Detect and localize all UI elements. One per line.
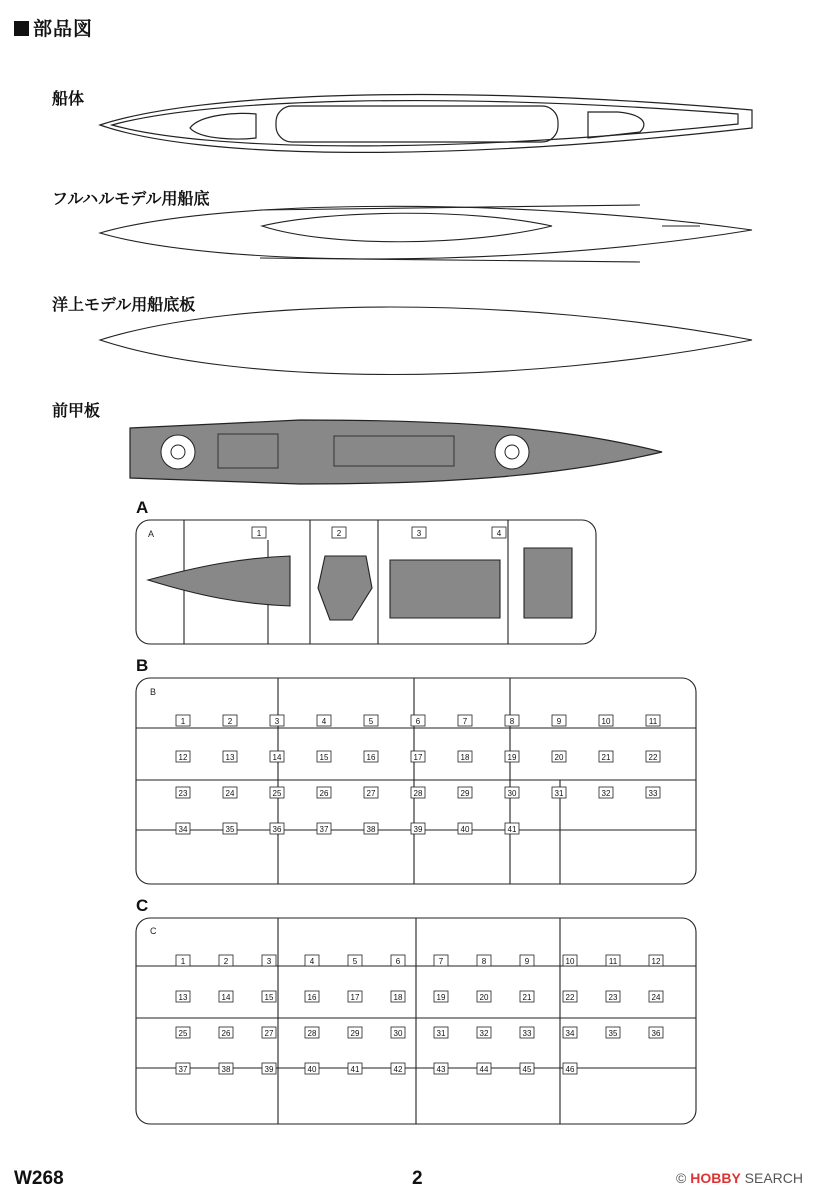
part-number: 38: [221, 1065, 231, 1074]
part-number: 2: [223, 957, 229, 966]
part-number: 19: [507, 753, 517, 762]
sprue-a-letter: A: [136, 498, 149, 517]
part-number: 14: [221, 993, 231, 1002]
page-number: 2: [412, 1168, 423, 1189]
sprue-c-frame-tag: C: [150, 926, 157, 936]
part-number: 3: [416, 529, 422, 538]
model-code: W268: [14, 1168, 64, 1189]
part-number: 4: [496, 529, 502, 538]
part-number: 24: [225, 789, 235, 798]
part-number: 6: [395, 957, 401, 966]
part-number: 26: [319, 789, 329, 798]
part-number: 17: [350, 993, 360, 1002]
label-foredeck: 前甲板: [52, 401, 101, 420]
part-number: 42: [393, 1065, 403, 1074]
part-number: 17: [413, 753, 423, 762]
part-number: 3: [274, 717, 280, 726]
part-number: 4: [321, 717, 327, 726]
part-number: 44: [479, 1065, 489, 1074]
part-number: 12: [651, 957, 661, 966]
part-number: 6: [415, 717, 421, 726]
part-number: 28: [413, 789, 423, 798]
part-number: 11: [648, 717, 658, 726]
part-number: 40: [307, 1065, 317, 1074]
part-number: 23: [608, 993, 618, 1002]
part-number: 4: [309, 957, 315, 966]
part-number: 32: [601, 789, 611, 798]
part-number: 1: [180, 717, 186, 726]
part-number: 13: [178, 993, 188, 1002]
part-number: 38: [366, 825, 376, 834]
part-number: 5: [368, 717, 374, 726]
part-number: 37: [178, 1065, 188, 1074]
part-number: 37: [319, 825, 329, 834]
sprue-a-frame-tag: A: [148, 529, 155, 539]
watermark-brand: HOBBY: [690, 1170, 741, 1186]
sprue-c-frame: [136, 918, 696, 1124]
part-number: 22: [648, 753, 658, 762]
part-number: 7: [438, 957, 444, 966]
part-number: 36: [272, 825, 282, 834]
part-number: 41: [350, 1065, 360, 1074]
sprue-c-letter: C: [136, 896, 149, 915]
part-number: 22: [565, 993, 575, 1002]
waterline-plate-drawing: [100, 307, 752, 375]
part-number: 7: [462, 717, 468, 726]
part-number: 25: [272, 789, 282, 798]
part-number: 16: [366, 753, 376, 762]
fullhull-bottom-drawing: [100, 205, 752, 262]
part-number: 43: [436, 1065, 446, 1074]
part-number: 19: [436, 993, 446, 1002]
part-number: 1: [256, 529, 262, 538]
part-number: 40: [460, 825, 470, 834]
sprue-a-frame: [136, 520, 596, 644]
part-number: 18: [393, 993, 403, 1002]
part-number: 8: [481, 957, 487, 966]
part-number: 15: [319, 753, 329, 762]
sprue-b-frame: [136, 678, 696, 884]
part-number: 41: [507, 825, 517, 834]
part-number: 15: [264, 993, 274, 1002]
watermark-suffix: SEARCH: [740, 1170, 804, 1186]
label-hull: 船体: [52, 89, 85, 108]
part-number: 18: [460, 753, 470, 762]
sprue-c-part-numbers: [176, 955, 663, 1074]
part-number: 11: [608, 957, 618, 966]
part-number: 30: [507, 789, 517, 798]
part-number: 20: [479, 993, 489, 1002]
part-number: 1: [180, 957, 186, 966]
part-number: 33: [648, 789, 658, 798]
part-number: 2: [336, 529, 342, 538]
part-number: 8: [509, 717, 515, 726]
part-number: 36: [651, 1029, 661, 1038]
part-number: 25: [178, 1029, 188, 1038]
part-number: 39: [264, 1065, 274, 1074]
sprue-b-part-numbers: [176, 715, 660, 834]
foredeck-drawing: [130, 420, 662, 484]
part-number: 5: [352, 957, 358, 966]
part-number: 28: [307, 1029, 317, 1038]
part-number: 23: [178, 789, 188, 798]
part-number: 46: [565, 1065, 575, 1074]
sprue-a-part-numbers: [252, 527, 506, 538]
part-number: 29: [460, 789, 470, 798]
part-number: 16: [307, 993, 317, 1002]
label-waterline-plate: 洋上モデル用船底板: [52, 295, 196, 314]
sprue-b-frame-tag: B: [150, 687, 157, 697]
part-number: 35: [608, 1029, 618, 1038]
part-number: 29: [350, 1029, 360, 1038]
part-number: 33: [522, 1029, 532, 1038]
part-number: 20: [554, 753, 564, 762]
sprue-b-letter: B: [136, 656, 149, 675]
part-number: 34: [565, 1029, 575, 1038]
part-number: 34: [178, 825, 188, 834]
part-number: 10: [601, 717, 611, 726]
part-number: 35: [225, 825, 235, 834]
part-number: 10: [565, 957, 575, 966]
watermark: [676, 1170, 803, 1186]
part-number: 3: [266, 957, 272, 966]
part-number: 27: [264, 1029, 274, 1038]
part-number: 9: [524, 957, 530, 966]
part-number: 27: [366, 789, 376, 798]
hull-drawing: [100, 95, 752, 153]
part-number: 26: [221, 1029, 231, 1038]
part-number: 9: [556, 717, 562, 726]
watermark-mark: ©: [676, 1170, 687, 1186]
part-number: 24: [651, 993, 661, 1002]
part-number: 12: [178, 753, 188, 762]
part-number: 32: [479, 1029, 489, 1038]
part-number: 21: [522, 993, 532, 1002]
part-number: 14: [272, 753, 282, 762]
part-number: 30: [393, 1029, 403, 1038]
page-title: 部品図: [14, 14, 93, 41]
part-number: 45: [522, 1065, 532, 1074]
part-number: 39: [413, 825, 423, 834]
part-number: 13: [225, 753, 235, 762]
part-number: 2: [227, 717, 233, 726]
label-fullhull-bottom: フルハルモデル用船底: [52, 189, 210, 208]
part-number: 21: [601, 753, 611, 762]
part-number: 31: [554, 789, 564, 798]
part-number: 31: [436, 1029, 446, 1038]
